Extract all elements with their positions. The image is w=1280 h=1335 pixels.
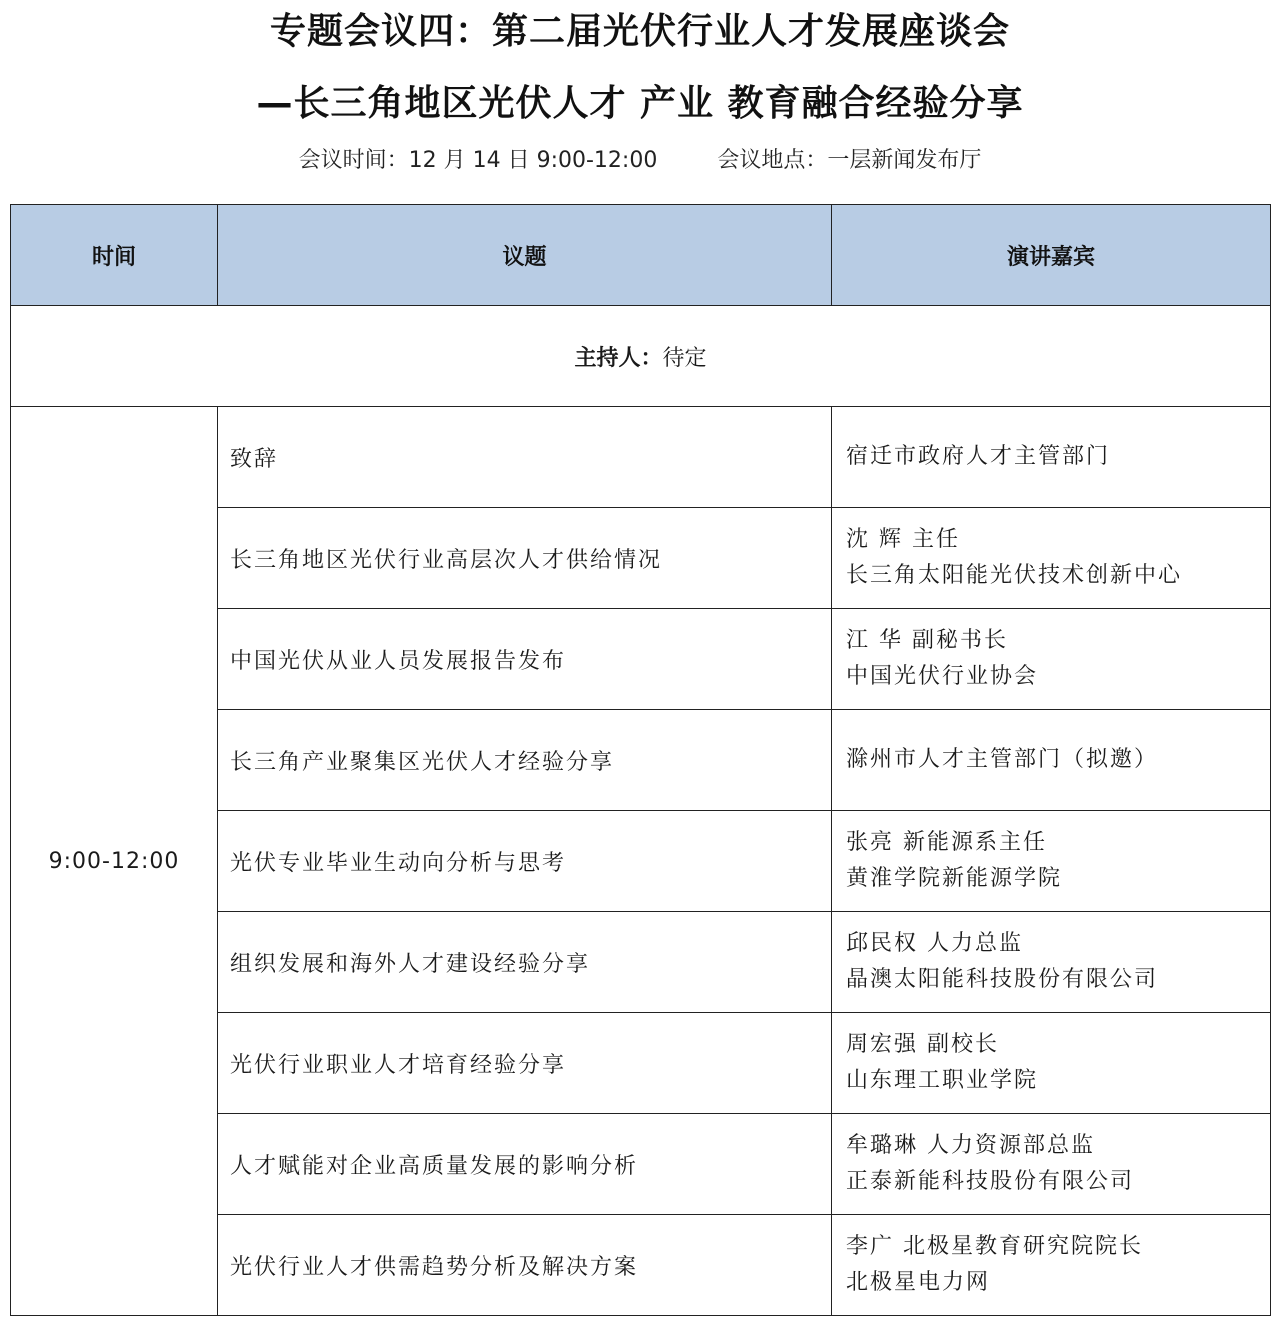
speaker-cell [832, 1013, 1271, 1114]
header-speaker: 演讲嘉宾 [832, 205, 1271, 306]
speaker-name: 宿迁市政府人才主管部门 [846, 444, 1111, 469]
speaker-name: 李广 北极星教育研究院院长 [846, 1234, 1143, 1259]
topic-cell: 中国光伏从业人员发展报告发布 [218, 609, 832, 710]
speaker-name: 周宏强 副校长 [846, 1032, 999, 1057]
host-cell [11, 306, 1271, 407]
speaker-org: 北极星电力网 [846, 1270, 991, 1295]
meeting-location-value: 一层新闻发布厅 [827, 148, 982, 173]
speaker-name: 滁州市人才主管部门（拟邀） [846, 747, 1159, 772]
speaker-name: 张亮 新能源系主任 [846, 830, 1047, 855]
header-time: 时间 [11, 205, 218, 306]
page-subtitle: —长三角地区光伏人才 产业 教育融合经验分享 [256, 83, 1024, 124]
table-row [11, 407, 1271, 508]
time-slot-cell: 9:00-12:00 [11, 407, 218, 1316]
speaker-cell [832, 912, 1271, 1013]
topic-cell: 光伏专业毕业生动向分析与思考 [218, 811, 832, 912]
speaker-cell [832, 1215, 1271, 1316]
meeting-time-value: 12 月 14 日 9:00-12:00 [408, 148, 658, 173]
speaker-org: 正泰新能科技股份有限公司 [846, 1169, 1135, 1194]
speaker-org: 黄淮学院新能源学院 [846, 866, 1063, 891]
speaker-name: 沈 辉 主任 [846, 527, 960, 552]
topic-cell: 光伏行业人才供需趋势分析及解决方案 [218, 1215, 832, 1316]
table-header [11, 205, 1271, 306]
table-body [11, 306, 1271, 1316]
speaker-cell [832, 811, 1271, 912]
host-value: 待定 [662, 345, 707, 371]
header-row [11, 205, 1271, 306]
speaker-cell [832, 407, 1271, 508]
speaker-cell [832, 508, 1271, 609]
speaker-org: 山东理工职业学院 [846, 1068, 1039, 1093]
meeting-time-label: 会议时间： [298, 148, 409, 173]
host-label: 主持人： [574, 345, 663, 371]
speaker-org: 晶澳太阳能科技股份有限公司 [846, 967, 1159, 992]
header-topic: 议题 [218, 205, 832, 306]
topic-cell: 光伏行业职业人才培育经验分享 [218, 1013, 832, 1114]
speaker-org: 中国光伏行业协会 [846, 664, 1039, 689]
topic-cell: 致辞 [218, 407, 832, 508]
speaker-name: 江 华 副秘书长 [846, 628, 1008, 653]
speaker-cell [832, 1114, 1271, 1215]
topic-cell: 长三角产业聚集区光伏人才经验分享 [218, 710, 832, 811]
topic-cell: 组织发展和海外人才建设经验分享 [218, 912, 832, 1013]
speaker-cell [832, 609, 1271, 710]
topic-cell: 人才赋能对企业高质量发展的影响分析 [218, 1114, 832, 1215]
speaker-name: 邱民权 人力总监 [846, 931, 1023, 956]
meeting-location-label: 会议地点： [717, 148, 828, 173]
speaker-name: 牟璐琳 人力资源部总监 [846, 1133, 1095, 1158]
schedule-table [10, 204, 1271, 1316]
speaker-org: 长三角太阳能光伏技术创新中心 [846, 563, 1183, 588]
speaker-cell [832, 710, 1271, 811]
page-title: 专题会议四：第二届光伏行业人才发展座谈会 [269, 11, 1010, 52]
meeting-info [0, 146, 1280, 176]
topic-cell: 长三角地区光伏行业高层次人才供给情况 [218, 508, 832, 609]
host-row [11, 306, 1271, 407]
